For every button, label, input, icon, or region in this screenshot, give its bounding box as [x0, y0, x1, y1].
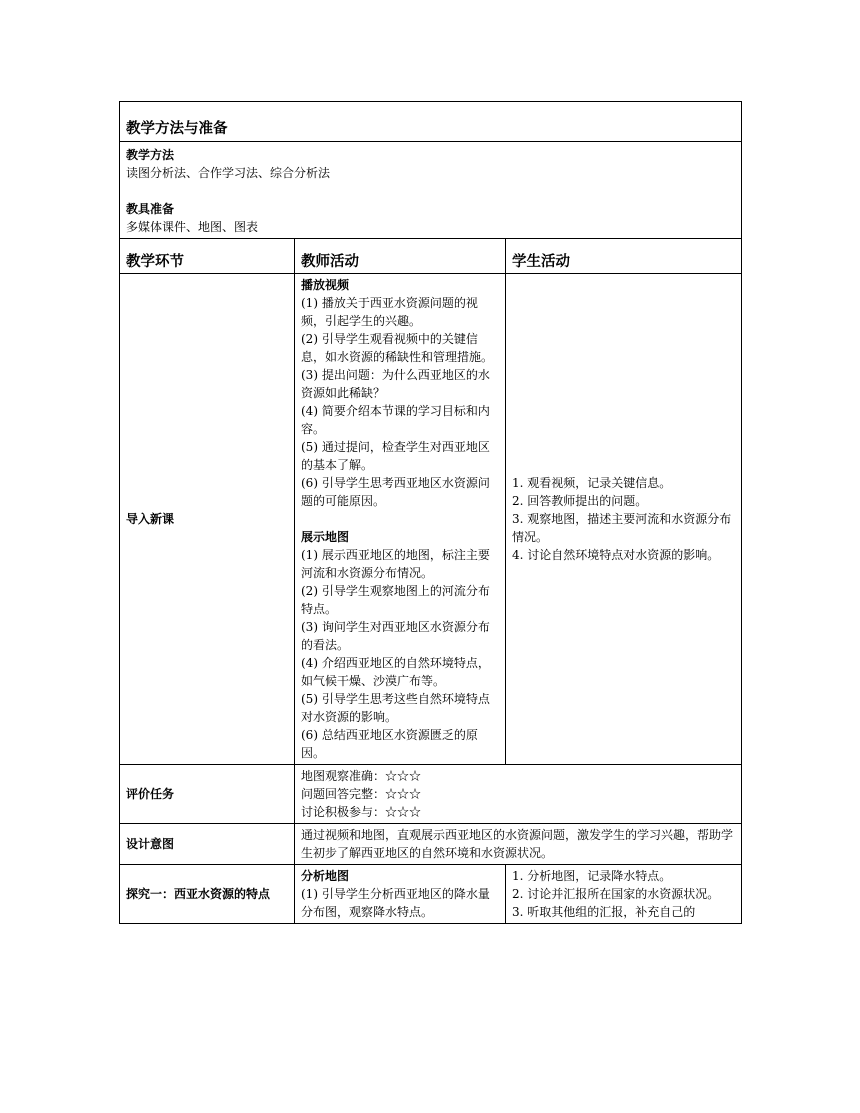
- evaluation-item: 问题回答完整：☆☆☆: [301, 787, 422, 801]
- intro-teacher-block1-title: 播放视频: [301, 278, 350, 292]
- lesson-plan-table: [119, 101, 742, 924]
- evaluation-cell: [295, 765, 742, 824]
- intro-teacher-item: (2) 引导学生观看视频中的关键信息，如水资源的稀缺性和管理措施。: [301, 332, 494, 364]
- intro-student-item: 2. 回答教师提出的问题。: [512, 494, 648, 508]
- intro-stage-label: 导入新课: [126, 512, 175, 526]
- intro-student-item: 4. 讨论自然环境特点对水资源的影响。: [512, 548, 720, 562]
- methods-row: [120, 142, 742, 239]
- evaluation-label: 评价任务: [126, 787, 175, 801]
- design-label: 设计意图: [126, 837, 175, 851]
- intro-student-cell: [506, 274, 742, 765]
- evaluation-item: 地图观察准确：☆☆☆: [301, 769, 422, 783]
- explore-teacher-cell: [295, 865, 506, 924]
- design-text: 通过视频和地图，直观展示西亚地区的水资源问题，激发学生的学习兴趣，帮助学生初步了解西亚地区的自然环境和水资源状况。: [301, 828, 734, 860]
- column-header-stage: 教学环节: [126, 254, 184, 270]
- intro-teacher-item: (6) 总结西亚地区水资源匮乏的原因。: [301, 728, 478, 760]
- explore-row: [120, 865, 742, 924]
- design-row: [120, 824, 742, 865]
- explore-student-item: 3. 听取其他组的汇报，补充自己的: [512, 905, 696, 919]
- intro-teacher-item: (5) 引导学生思考这些自然环境特点对水资源的影响。: [301, 692, 490, 724]
- explore-teacher-title: 分析地图: [301, 869, 350, 883]
- intro-row: [120, 274, 742, 765]
- intro-teacher-item: (4) 介绍西亚地区的自然环境特点，如气候干燥、沙漠广布等。: [301, 656, 490, 688]
- explore-student-cell: [506, 865, 742, 924]
- intro-teacher-item: (5) 通过提问，检查学生对西亚地区的基本了解。: [301, 440, 490, 472]
- explore-student-item: 1. 分析地图，记录降水特点。: [512, 869, 672, 883]
- intro-teacher-item: (3) 询问学生对西亚地区水资源分布的看法。: [301, 620, 490, 652]
- intro-teacher-item: (1) 播放关于西亚水资源问题的视频，引起学生的兴趣。: [301, 296, 478, 328]
- explore-student-item: 2. 讨论并汇报所在国家的水资源状况。: [512, 887, 720, 901]
- column-header-row: [120, 239, 742, 274]
- methods-heading: 教学方法: [126, 148, 175, 162]
- intro-teacher-item: (4) 简要介绍本节课的学习目标和内容。: [301, 404, 490, 436]
- column-header-student: 学生活动: [512, 254, 570, 270]
- intro-teacher-item: (3) 提出问题：为什么西亚地区的水资源如此稀缺？: [301, 368, 490, 400]
- tools-heading: 教具准备: [126, 202, 175, 216]
- evaluation-row: [120, 765, 742, 824]
- intro-teacher-item: (2) 引导学生观察地图上的河流分布特点。: [301, 584, 490, 616]
- intro-student-item: 3. 观察地图，描述主要河流和水资源分布情况。: [512, 512, 732, 544]
- explore-stage-label: 探究一：西亚水资源的特点: [126, 887, 271, 901]
- intro-teacher-cell: [295, 274, 506, 765]
- intro-student-item: 1. 观看视频，记录关键信息。: [512, 476, 672, 490]
- lesson-plan-page: [119, 101, 741, 924]
- methods-text: 读图分析法、合作学习法、综合分析法: [126, 166, 331, 180]
- intro-teacher-item: (1) 展示西亚地区的地图，标注主要河流和水资源分布情况。: [301, 548, 490, 580]
- tools-text: 多媒体课件、地图、图表: [126, 220, 259, 234]
- section-title-row: [120, 102, 742, 142]
- evaluation-item: 讨论积极参与：☆☆☆: [301, 805, 422, 819]
- explore-teacher-item: (1) 引导学生分析西亚地区的降水量分布图，观察降水特点。: [301, 887, 490, 919]
- intro-teacher-item: (6) 引导学生思考西亚地区水资源问题的可能原因。: [301, 476, 490, 508]
- intro-teacher-block2-title: 展示地图: [301, 530, 350, 544]
- column-header-teacher: 教师活动: [301, 254, 359, 270]
- section-title: 教学方法与准备: [126, 121, 228, 137]
